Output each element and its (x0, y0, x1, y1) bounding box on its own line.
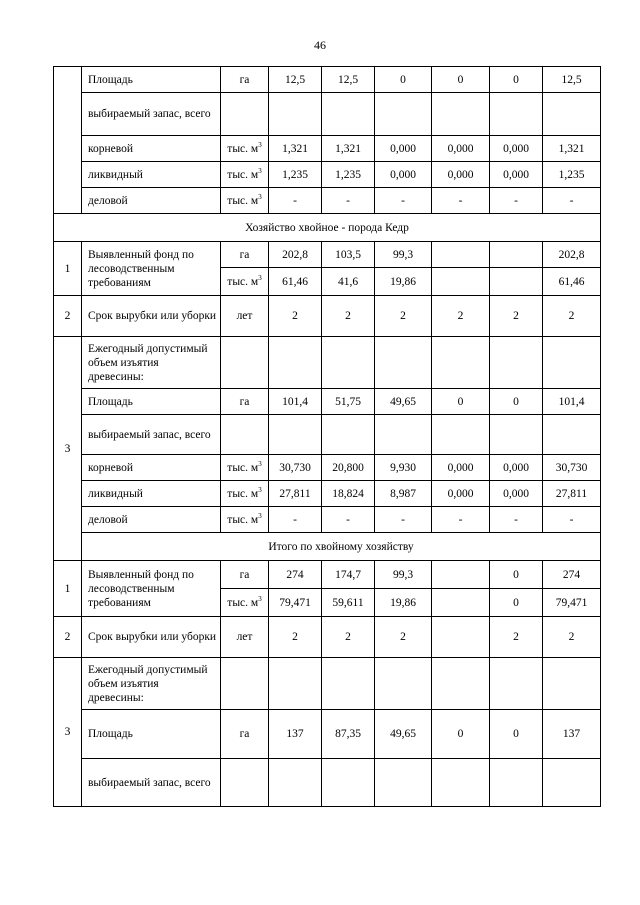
value-cell: 0 (432, 710, 490, 759)
value-cell (432, 561, 490, 589)
unit-text: тыс. м (227, 461, 259, 474)
value-cell: 30,730 (543, 455, 601, 481)
section-title: Итого по хвойному хозяйству (82, 533, 601, 561)
value-cell: 2 (490, 296, 543, 337)
unit-superscript: 3 (258, 192, 262, 201)
row-label: деловой (82, 507, 221, 533)
unit-cell (221, 93, 269, 136)
value-cell: 0,000 (490, 455, 543, 481)
value-cell: 2 (269, 296, 322, 337)
value-cell (269, 658, 322, 710)
value-cell: 61,46 (543, 268, 601, 296)
unit-cell: га (221, 67, 269, 93)
value-cell (432, 759, 490, 807)
table-row (54, 658, 601, 710)
value-cell (432, 589, 490, 617)
row-label: Ежегодный допустимый объем изъятия древесины: (82, 337, 221, 389)
unit-cell (221, 415, 269, 455)
row-number: 3 (54, 658, 82, 807)
value-cell: 202,8 (543, 242, 601, 268)
row-number: 2 (54, 296, 82, 337)
value-cell: 0,000 (375, 162, 432, 188)
value-cell (269, 337, 322, 389)
table-row (54, 481, 601, 507)
table-row (54, 455, 601, 481)
value-cell (375, 415, 432, 455)
value-cell: - (322, 188, 375, 214)
row-label: Выявленный фонд по лесоводственным требованиям (82, 242, 221, 296)
unit-text: тыс. м (227, 487, 259, 500)
value-cell: 274 (269, 561, 322, 589)
table-row (54, 296, 601, 337)
value-cell: - (375, 188, 432, 214)
value-cell: 0 (490, 561, 543, 589)
value-cell: 2 (322, 296, 375, 337)
forest-table (53, 66, 601, 807)
value-cell (322, 658, 375, 710)
row-label: Срок вырубки или уборки (82, 296, 221, 337)
value-cell: 0 (490, 389, 543, 415)
value-cell: 2 (543, 296, 601, 337)
unit-cell (221, 589, 269, 617)
row-label: выбираемый запас, всего (82, 93, 221, 136)
value-cell (322, 93, 375, 136)
value-cell: 174,7 (322, 561, 375, 589)
value-cell: 20,800 (322, 455, 375, 481)
row-label: корневой (82, 136, 221, 162)
value-cell: 49,65 (375, 710, 432, 759)
value-cell: 0,000 (490, 162, 543, 188)
value-cell: 0 (432, 67, 490, 93)
unit-superscript: 3 (258, 485, 262, 494)
value-cell: 101,4 (269, 389, 322, 415)
unit-text: тыс. м (227, 194, 259, 207)
unit-text: тыс. м (227, 596, 259, 609)
row-label: выбираемый запас, всего (82, 415, 221, 455)
value-cell: 0 (490, 589, 543, 617)
row-number: 1 (54, 561, 82, 617)
value-cell (490, 415, 543, 455)
value-cell (432, 415, 490, 455)
row-label: Срок вырубки или уборки (82, 617, 221, 658)
row-number: 2 (54, 617, 82, 658)
value-cell (490, 242, 543, 268)
value-cell (432, 268, 490, 296)
value-cell (490, 658, 543, 710)
value-cell: 0,000 (432, 136, 490, 162)
value-cell (490, 268, 543, 296)
value-cell: 8,987 (375, 481, 432, 507)
table-row (54, 188, 601, 214)
value-cell: 61,46 (269, 268, 322, 296)
table-row (54, 617, 601, 658)
value-cell: - (432, 188, 490, 214)
table-row (54, 415, 601, 455)
unit-cell: лет (221, 617, 269, 658)
unit-superscript: 3 (258, 273, 262, 282)
value-cell: 49,65 (375, 389, 432, 415)
value-cell: - (269, 188, 322, 214)
row-label: Выявленный фонд по лесоводственным требованиям (82, 561, 221, 617)
table-row (54, 337, 601, 389)
value-cell: 103,5 (322, 242, 375, 268)
page-number: 46 (314, 38, 326, 52)
row-label: деловой (82, 188, 221, 214)
value-cell (322, 415, 375, 455)
value-cell: 30,730 (269, 455, 322, 481)
unit-text: тыс. м (227, 275, 259, 288)
unit-superscript: 3 (258, 166, 262, 175)
value-cell: 202,8 (269, 242, 322, 268)
value-cell: - (543, 188, 601, 214)
value-cell (543, 93, 601, 136)
value-cell: 2 (375, 617, 432, 658)
value-cell: 12,5 (543, 67, 601, 93)
value-cell (322, 337, 375, 389)
value-cell (375, 337, 432, 389)
value-cell: 101,4 (543, 389, 601, 415)
value-cell (432, 242, 490, 268)
value-cell: 18,824 (322, 481, 375, 507)
value-cell: 12,5 (269, 67, 322, 93)
row-number: 3 (54, 337, 82, 561)
value-cell: - (432, 507, 490, 533)
row-label: выбираемый запас, всего (82, 759, 221, 807)
value-cell (490, 337, 543, 389)
value-cell: 137 (269, 710, 322, 759)
unit-cell (221, 337, 269, 389)
value-cell (375, 759, 432, 807)
value-cell: 2 (432, 296, 490, 337)
value-cell: 0,000 (490, 481, 543, 507)
value-cell: 12,5 (322, 67, 375, 93)
value-cell: 79,471 (543, 589, 601, 617)
value-cell: 137 (543, 710, 601, 759)
table-row (54, 507, 601, 533)
unit-superscript: 3 (258, 511, 262, 520)
value-cell: 1,235 (269, 162, 322, 188)
row-label: Площадь (82, 389, 221, 415)
unit-cell (221, 136, 269, 162)
value-cell (490, 759, 543, 807)
value-cell: 19,86 (375, 268, 432, 296)
value-cell: - (543, 507, 601, 533)
value-cell: - (322, 507, 375, 533)
value-cell (269, 415, 322, 455)
value-cell (432, 93, 490, 136)
table-row (54, 67, 601, 93)
unit-text: тыс. м (227, 142, 259, 155)
row-label: ликвидный (82, 162, 221, 188)
value-cell: 274 (543, 561, 601, 589)
unit-superscript: 3 (258, 459, 262, 468)
table-row (54, 162, 601, 188)
row-label: Площадь (82, 67, 221, 93)
row-label: корневой (82, 455, 221, 481)
value-cell: 0,000 (432, 455, 490, 481)
unit-text: тыс. м (227, 513, 259, 526)
value-cell: 2 (269, 617, 322, 658)
unit-cell (221, 188, 269, 214)
unit-cell: га (221, 561, 269, 589)
value-cell: 1,321 (269, 136, 322, 162)
table-row (54, 93, 601, 136)
value-cell (543, 415, 601, 455)
value-cell: 59,611 (322, 589, 375, 617)
value-cell: 19,86 (375, 589, 432, 617)
unit-superscript: 3 (258, 594, 262, 603)
section-row (54, 533, 601, 561)
row-number: 1 (54, 242, 82, 296)
value-cell (269, 93, 322, 136)
row-label: Ежегодный допустимый объем изъятия древесины: (82, 658, 221, 710)
unit-cell (221, 162, 269, 188)
unit-superscript: 3 (258, 140, 262, 149)
value-cell: 0,000 (432, 481, 490, 507)
unit-cell (221, 455, 269, 481)
value-cell: 99,3 (375, 242, 432, 268)
row-label: ликвидный (82, 481, 221, 507)
unit-cell (221, 658, 269, 710)
value-cell: 41,6 (322, 268, 375, 296)
value-cell: 0,000 (432, 162, 490, 188)
value-cell: 87,35 (322, 710, 375, 759)
value-cell: 2 (375, 296, 432, 337)
value-cell: - (490, 188, 543, 214)
value-cell (432, 337, 490, 389)
value-cell: - (490, 507, 543, 533)
value-cell (375, 93, 432, 136)
section-row (54, 214, 601, 242)
value-cell (543, 658, 601, 710)
value-cell: 27,811 (269, 481, 322, 507)
value-cell: 79,471 (269, 589, 322, 617)
value-cell: 0 (432, 389, 490, 415)
value-cell: 2 (490, 617, 543, 658)
value-cell (432, 658, 490, 710)
value-cell: 2 (322, 617, 375, 658)
unit-cell: га (221, 242, 269, 268)
value-cell: 0 (490, 67, 543, 93)
unit-cell (221, 481, 269, 507)
value-cell: - (269, 507, 322, 533)
table-row (54, 389, 601, 415)
row-number (54, 67, 82, 214)
value-cell (543, 759, 601, 807)
value-cell: 1,321 (322, 136, 375, 162)
row-label: Площадь (82, 710, 221, 759)
value-cell: 0 (375, 67, 432, 93)
value-cell: 1,235 (322, 162, 375, 188)
value-cell (543, 337, 601, 389)
table-row (54, 710, 601, 759)
value-cell: 27,811 (543, 481, 601, 507)
unit-cell (221, 759, 269, 807)
unit-cell (221, 507, 269, 533)
value-cell: 1,321 (543, 136, 601, 162)
value-cell: - (375, 507, 432, 533)
value-cell: 0,000 (490, 136, 543, 162)
section-title: Хозяйство хвойное - порода Кедр (54, 214, 601, 242)
unit-cell: га (221, 389, 269, 415)
value-cell: 99,3 (375, 561, 432, 589)
table-row (54, 242, 601, 268)
unit-cell: лет (221, 296, 269, 337)
value-cell (269, 759, 322, 807)
value-cell: 0 (490, 710, 543, 759)
value-cell (490, 93, 543, 136)
unit-text: тыс. м (227, 168, 259, 181)
unit-cell: га (221, 710, 269, 759)
value-cell (432, 617, 490, 658)
value-cell: 0,000 (375, 136, 432, 162)
table-row (54, 136, 601, 162)
value-cell: 2 (543, 617, 601, 658)
value-cell (322, 759, 375, 807)
table-row (54, 759, 601, 807)
value-cell (375, 658, 432, 710)
value-cell: 51,75 (322, 389, 375, 415)
value-cell: 1,235 (543, 162, 601, 188)
value-cell: 9,930 (375, 455, 432, 481)
unit-cell (221, 268, 269, 296)
table-row (54, 561, 601, 589)
